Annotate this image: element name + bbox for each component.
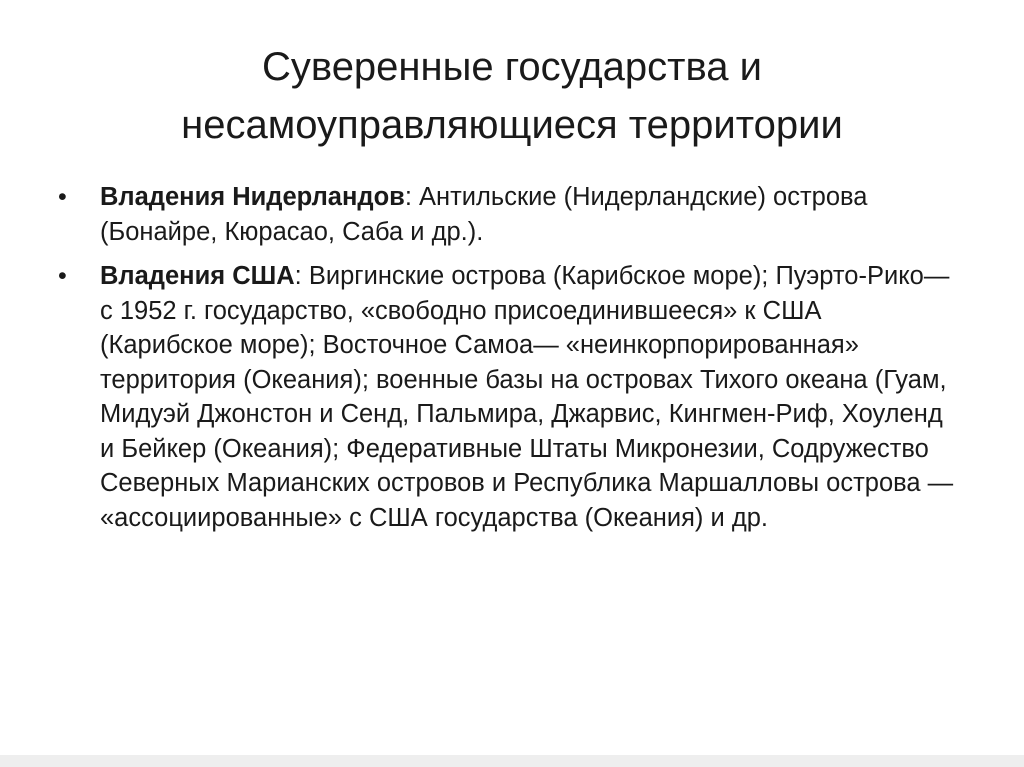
bottom-border — [0, 755, 1024, 767]
slide-title-line-2: несамоуправляющиеся территории — [181, 103, 843, 147]
bullet-dot-icon: • — [58, 262, 67, 290]
bullet-text: : Антильские (Нидерландские) острова (Бонайре, Кюрасао, Саба и др.). — [100, 183, 868, 246]
slide-title — [40, 38, 984, 154]
bullet-item-usa — [58, 259, 958, 535]
bullet-list — [58, 180, 958, 545]
bullet-text: : Виргинские острова (Карибское море); Пуэрто-Рико— с 1952 г. государство, «свободно присоединившееся» к США (Карибское море); Восточное Самоа— «неинкорпорированная» территория (Океания); военные базы на островах Тихого океана (Гуам, Мидуэй Джонстон и Сенд, Пальмира, Джарвис, Кингмен-Риф, Хоуленд и Бейкер (Океания); Федеративные Штаты Микронезии, Содружество Северных Марианских островов и Республика Маршалловы острова — «ассоциированные» с США государства (Океания) и др. — [100, 262, 954, 532]
bullet-lead: Владения Нидерландов — [100, 183, 405, 211]
bullet-dot-icon: • — [58, 183, 67, 211]
bullet-lead: Владения США — [100, 262, 295, 290]
bullet-item-netherlands — [58, 180, 958, 249]
slide-title-line-1: Суверенные государства и — [262, 45, 762, 89]
